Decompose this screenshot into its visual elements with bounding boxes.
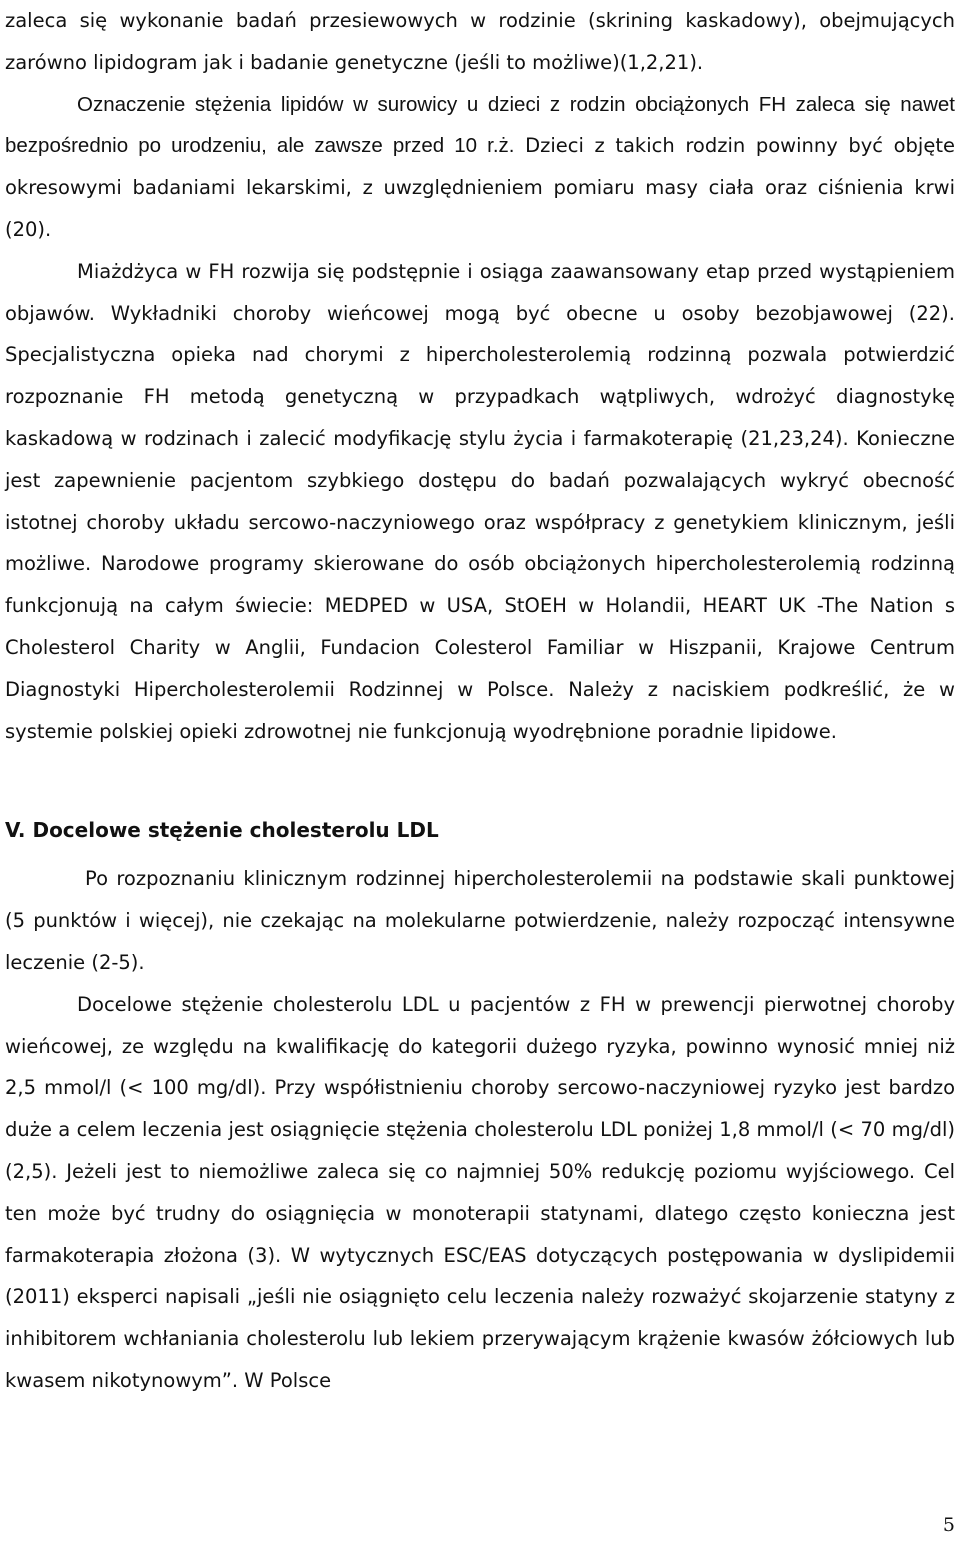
paragraph-atherosclerosis: Miażdżyca w FH rozwija się podstępnie i osiąga zaawansowany etap przed wystąpieniem objawów. Wykładniki choroby wieńcowej mogą być obecne u osoby bezobjawowej (22). Specjalistyczna opieka nad chorymi z hipercholesterolemią rodzinną pozwala potwierdzić rozpoznanie FH metodą genetyczną w przypadkach wątpliwych, wdrożyć diagnostykę kaskadową w rodzinach i zalecić modyfikację stylu życia i farmakoterapię (21,23,24). Konieczne jest zapewnienie pacjentom szybkiego dostępu do badań pozwalających wykryć obecność istotnej choroby układu sercowo-naczyniowego oraz współpracy z genetykiem klinicznym, jeśli możliwe. Narodowe programy skierowane do osób obciążonych hipercholesterolemią rodzinną funkcjonują na całym świecie: MEDPED w USA, StOEH w Holandii, HEART UK -The Nation s Cholesterol Charity w Anglii, Fundacion Colesterol Familiar w Hiszpanii, Krajowe Centrum Diagnostyki Hipercholesterolemii Rodzinnej w Polsce. Należy z naciskiem podkreślić, że w systemie polskiej opieki zdrowotnej nie funkcjonują wyodrębnione poradnie lipidowe. [5,259,955,743]
page-number: 5 [942,1514,955,1536]
paragraph-screening: zaleca się wykonanie badań przesiewowych w rodzinie (skrining kaskadowy), obejmujących zarówno lipidogram jak i badanie genetyczne (jeśli to możliwe)(1,2,21). [5,9,955,74]
paragraph-ldl-target: Docelowe stężenie cholesterolu LDL u pacjentów z FH w prewencji pierwotnej choroby wieńcowej, ze względu na kwalifikację do kategorii dużego ryzyka, powinno wynosić mniej niż 2,5 mmol/l (< 100 mg/dl). Przy współistnieniu choroby sercowo-naczyniowej ryzyko jest bardzo duże a celem leczenia jest osiągnięcie stężenia cholesterolu LDL poniżej 1,8 mmol/l (< 70 mg/dl) (2,5). Jeżeli jest to niemożliwe zaleca się co najmniej 50% redukcję poziomu wyjściowego. Cel ten może być trudny do osiągnięcia w monoterapii statynami, dlatego często konieczna jest farmakoterapia złożona (3). W wytycznych ESC/EAS dotyczących postępowania w dyslipidemii (2011) eksperci napisali „jeśli nie osiągnięto celu leczenia należy rozważyć skojarzenie statyny z inhibitorem wchłaniania cholesterolu lub lekiem przerywającym krążenie kwasów żółciowych lub kwasem nikotynowym”. W Polsce [5,992,955,1392]
section-heading: V. Docelowe stężenie cholesterolu LDL [5,818,439,843]
paragraph-treatment-start: Po rozpoznaniu klinicznym rodzinnej hipercholesterolemii na podstawie skali punktowej (5 punktów i więcej), nie czekając na molekularne potwierdzenie, należy rozpocząć intensywne leczenie (2-5). [5,867,955,974]
paragraph-children [5,84,955,251]
paragraph-children-followup: Dzieci z takich rodzin powinny być objęte okresowymi badaniami lekarskimi, z uwzględnieniem pomiaru masy ciała oraz ciśnienia krwi (20). [5,134,955,241]
document-page [5,0,955,1402]
paragraph-children-lipids: Oznaczenie stężenia lipidów w surowicy u dzieci z rodzin obciążonych FH zaleca się nawet bezpośrednio po urodzeniu, ale zawsze przed 10 r.ż. [5,92,955,158]
